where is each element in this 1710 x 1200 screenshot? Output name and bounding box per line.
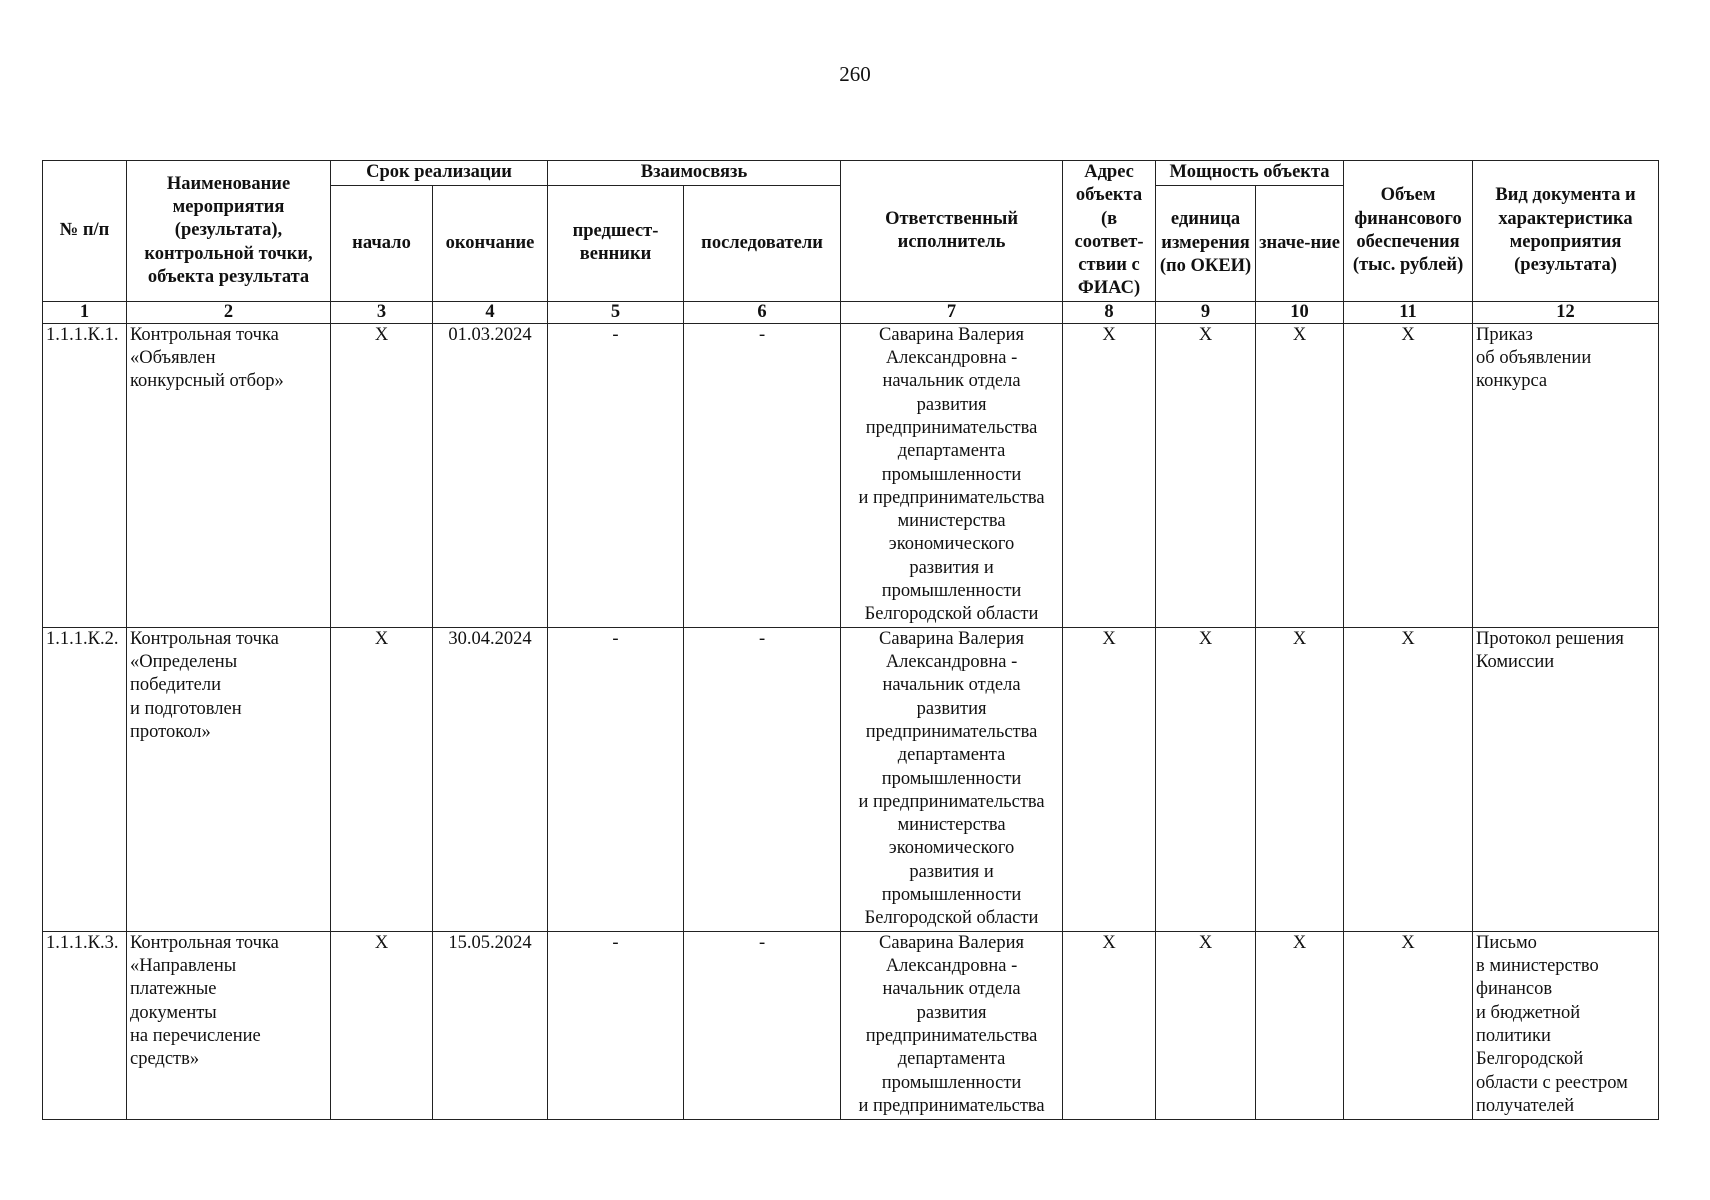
- header-finance: Объем финансового обеспечения (тыс. рублей): [1344, 161, 1473, 302]
- row-responsible: Саварина Валерия Александровна - начальник отдела развития предпринимательства департамента промышленности и предпринимательства: [841, 931, 1063, 1119]
- column-number: 6: [684, 301, 841, 323]
- row-address: Х: [1063, 323, 1156, 627]
- header-responsible: Ответственный исполнитель: [841, 161, 1063, 302]
- row-predecessors: -: [548, 931, 684, 1119]
- row-finance: Х: [1344, 323, 1473, 627]
- row-end: 01.03.2024: [433, 323, 548, 627]
- row-unit: Х: [1156, 627, 1256, 931]
- header-address: Адрес объекта (в соответ-ствии с ФИАС): [1063, 161, 1156, 302]
- row-unit: Х: [1156, 931, 1256, 1119]
- header-start: начало: [331, 185, 433, 301]
- header-doc-type: Вид документа и характеристика мероприятия (результата): [1473, 161, 1659, 302]
- header-unit: единица измерения (по ОКЕИ): [1156, 185, 1256, 301]
- row-address: Х: [1063, 627, 1156, 931]
- row-num: 1.1.1.К.2.: [43, 627, 127, 931]
- column-number: 9: [1156, 301, 1256, 323]
- row-successors: -: [684, 323, 841, 627]
- column-number: 12: [1473, 301, 1659, 323]
- row-num: 1.1.1.К.3.: [43, 931, 127, 1119]
- row-name: Контрольная точка «Определены победители и подготовлен протокол»: [127, 627, 331, 931]
- column-number: 1: [43, 301, 127, 323]
- row-predecessors: -: [548, 627, 684, 931]
- row-start: Х: [331, 931, 433, 1119]
- header-name: Наименование мероприятия (результата), контрольной точки, объекта результата: [127, 161, 331, 302]
- column-number: 4: [433, 301, 548, 323]
- header-capacity: Мощность объекта: [1156, 161, 1344, 186]
- header-num: № п/п: [43, 161, 127, 302]
- row-doc-type: Приказ об объявлении конкурса: [1473, 323, 1659, 627]
- column-number: 3: [331, 301, 433, 323]
- row-name: Контрольная точка «Объявлен конкурсный отбор»: [127, 323, 331, 627]
- table-row: [43, 627, 1659, 931]
- row-value: Х: [1256, 627, 1344, 931]
- row-doc-type: Письмо в министерство финансов и бюджетной политики Белгородской области с реестром получателей: [1473, 931, 1659, 1119]
- row-finance: Х: [1344, 931, 1473, 1119]
- header-term: Срок реализации: [331, 161, 548, 186]
- header-end: окончание: [433, 185, 548, 301]
- row-finance: Х: [1344, 627, 1473, 931]
- row-responsible: Саварина Валерия Александровна - начальник отдела развития предпринимательства департамента промышленности и предпринимательства министерства экономического развития и промышленности Белгородской области: [841, 323, 1063, 627]
- row-unit: Х: [1156, 323, 1256, 627]
- header-value: значе-ние: [1256, 185, 1344, 301]
- column-number: 11: [1344, 301, 1473, 323]
- row-end: 30.04.2024: [433, 627, 548, 931]
- header-successors: последователи: [684, 185, 841, 301]
- row-successors: -: [684, 627, 841, 931]
- table-row: [43, 931, 1659, 1119]
- row-start: Х: [331, 627, 433, 931]
- row-start: Х: [331, 323, 433, 627]
- column-number: 5: [548, 301, 684, 323]
- row-num: 1.1.1.К.1.: [43, 323, 127, 627]
- row-end: 15.05.2024: [433, 931, 548, 1119]
- row-value: Х: [1256, 323, 1344, 627]
- page-number: 260: [839, 62, 871, 86]
- row-doc-type: Протокол решения Комиссии: [1473, 627, 1659, 931]
- column-number: 2: [127, 301, 331, 323]
- column-number: 8: [1063, 301, 1156, 323]
- column-number: 7: [841, 301, 1063, 323]
- row-address: Х: [1063, 931, 1156, 1119]
- header-relation: Взаимосвязь: [548, 161, 841, 186]
- row-successors: -: [684, 931, 841, 1119]
- header-predecessors: предшест-венники: [548, 185, 684, 301]
- row-predecessors: -: [548, 323, 684, 627]
- row-value: Х: [1256, 931, 1344, 1119]
- column-number: 10: [1256, 301, 1344, 323]
- table-row: [43, 323, 1659, 627]
- activity-table: [42, 160, 1659, 1120]
- row-name: Контрольная точка «Направлены платежные документы на перечисление средств»: [127, 931, 331, 1119]
- row-responsible: Саварина Валерия Александровна - начальник отдела развития предпринимательства департамента промышленности и предпринимательства министерства экономического развития и промышленности Белгородской области: [841, 627, 1063, 931]
